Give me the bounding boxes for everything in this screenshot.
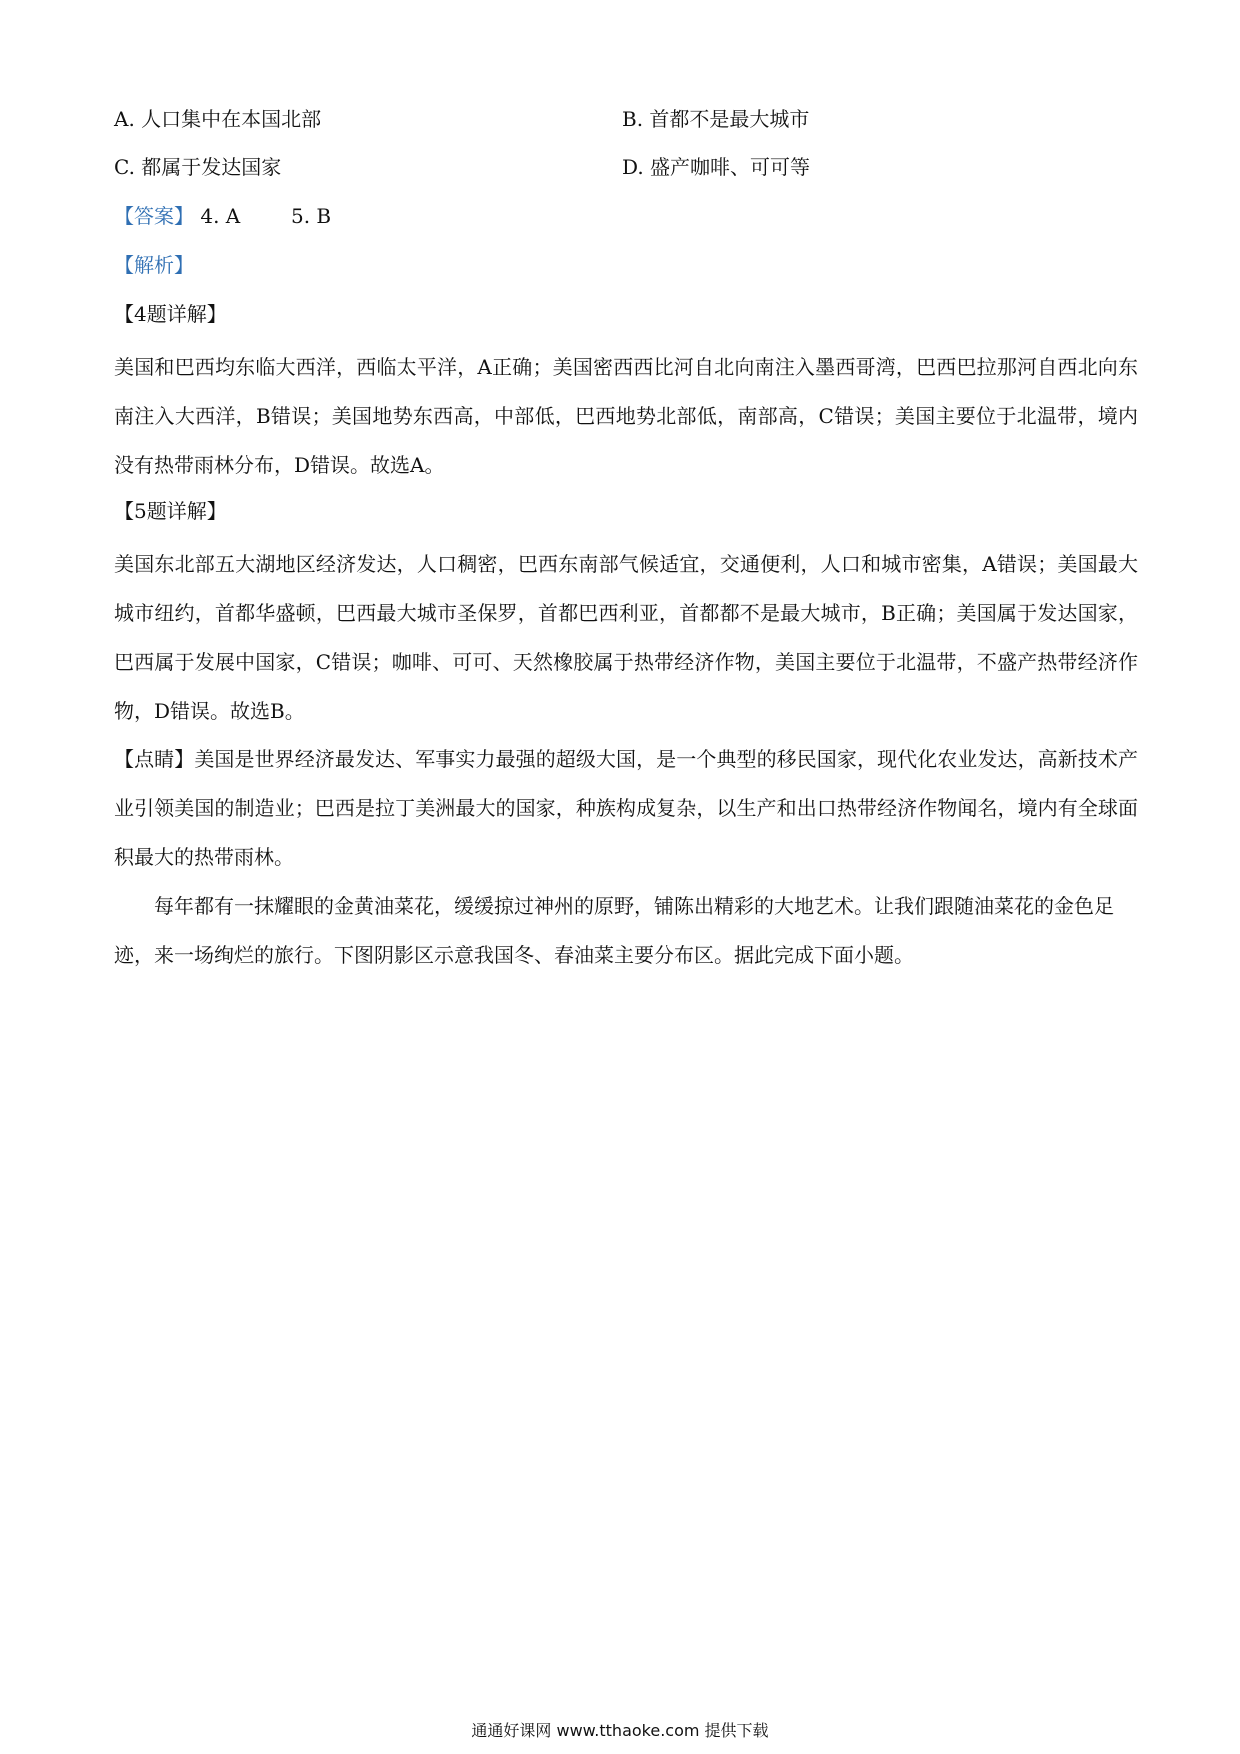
option-c: C. 都属于发达国家	[114, 155, 282, 179]
answer-line	[114, 198, 1134, 234]
analysis-label: 【解析】	[114, 253, 194, 277]
answer-q5: 5. B	[290, 204, 332, 228]
option-d: D. 盛产咖啡、可可等	[622, 155, 811, 179]
q5-detail-text	[114, 540, 1138, 736]
dianjing-block	[114, 735, 1138, 882]
options-row-cd	[114, 149, 1134, 185]
answer-label: 【答案】	[114, 204, 194, 228]
option-b: B. 首都不是最大城市	[622, 107, 810, 131]
next-passage: 每年都有一抹耀眼的金黄油菜花，缓缓掠过神州的原野，铺陈出精彩的大地艺术。让我们跟随油菜花的金色足迹，来一场绚烂的旅行。下图阴影区示意我国冬、春油菜主要分布区。据此完成下面小题。	[114, 894, 1114, 967]
q4-detail-heading: 【4题详解】	[114, 302, 227, 326]
answer-q4: 4. A	[200, 204, 241, 228]
q4-detail-text: 美国和巴西均东临大西洋，西临太平洋，A正确；美国密西西比河自北向南注入墨西哥湾，巴西巴拉那河自西北向东南注入大西洋，B错误；美国地势东西高，中部低，巴西地势北部低，南部高，C错误；美国主要位于北温带，境内没有热带雨林分布，D错误。故选A。	[114, 355, 1138, 477]
q5-detail-heading: 【5题详解】	[114, 499, 227, 523]
q5-detail-body: 美国东北部五大湖地区经济发达，人口稠密，巴西东南部气候适宜，交通便利，人口和城市密集，A错误；美国最大城市纽约，首都华盛顿，巴西最大城市圣保罗，首都巴西利亚，首都都不是最大城市，B正确；美国属于发达国家，巴西属于发展中国家，C错误；咖啡、可可、天然橡胶属于热带经济作物，美国主要位于北温带，不盛产热带经济作物，D错误。故选B。	[114, 552, 1138, 723]
option-a: A. 人口集中在本国北部	[114, 107, 322, 131]
options-row-ab	[114, 101, 1134, 137]
dianjing-text: 美国是世界经济最发达、军事实力最强的超级大国，是一个典型的移民国家，现代化农业发达，高新技术产业引领美国的制造业；巴西是拉丁美洲最大的国家，种族构成复杂，以生产和出口热带经济作物闻名，境内有全球面积最大的热带雨林。	[114, 747, 1139, 869]
dianjing-label: 【点睛】	[114, 747, 195, 771]
page-footer: 通通好课网 www.tthaoke.com 提供下载	[471, 1721, 769, 1740]
